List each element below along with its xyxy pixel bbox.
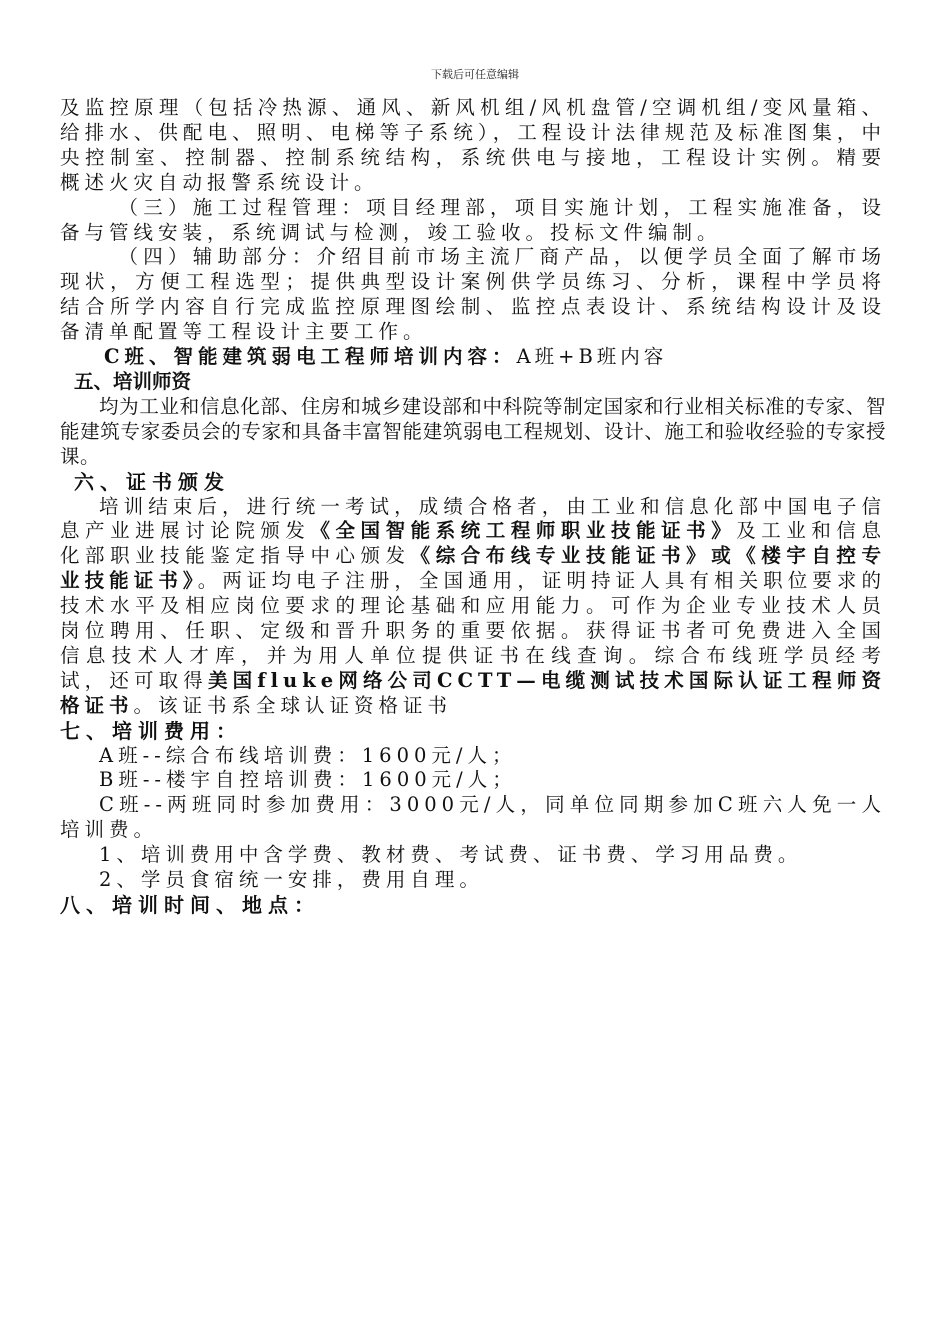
fee-note-2: 2、学员食宿统一安排，费用自理。 [99,868,484,892]
certificate-cabling-and-building-automation: 《综合布线专业技能证书》或《楼宇自控专业技能证书》 [60,544,886,593]
section-6-text-2: 及工业和信息化部职业技能鉴定指导中心颁发 [60,519,886,568]
paragraph-construction-management: （三）施工过程管理：项目经理部，项目实施计划，工程实施准备，设备与管线安装，系统调试与检测，竣工验收。投标文件编制。 [60,195,886,244]
certificate-national-intelligent-systems: 《全国智能系统工程师职业技能证书》 [310,519,737,543]
section-6-title: 六、证书颁发 [74,469,230,494]
section-6-text-3: 。两证均电子注册，全国通用，证明持证人具有相关职位要求的技术水平及相应岗位要求的理论基础和应用能力。可作为企业专业技术人员岗位聘用、任职、定级和晋升职务的重要依据。获得证书者可免费进入全国信息技术人才库，并为用人单位提供证书在线查询。综合布线班学员经考试，还可取得 [60,569,886,692]
fee-note-1: 1、培训费用中含学费、教材费、考试费、证书费、学习用品费。 [99,843,803,867]
fee-class-b: B班--楼宇自控培训费：1600元/人； [99,768,517,792]
section-8-title: 八、培训时间、地点： [60,893,320,917]
section-7-title: 七、培训费用： [60,718,242,743]
class-c-line [60,345,886,370]
paragraph-auxiliary: （四）辅助部分：介绍目前市场主流厂商产品，以便学员全面了解市场现状，方便工程选型；提供典型设计案例供学员练习、分析，课程中学员将结合所学内容自行完成监控原理图绘制、监控点表设计、系统结构设计及设备清单配置等工程设计主要工作。 [60,245,886,344]
section-5-text: 均为工业和信息化部、住房和城乡建设部和中科院等制定国家和行业相关标准的专家、智能建筑专家委员会的专家和具备丰富智能建筑弱电工程规划、设计、施工和验收经验的专家授课。 [60,394,886,468]
document-body [60,96,886,918]
section-6-text [60,495,886,719]
class-c-label: C班、智能建筑弱电工程师培训内容： [104,345,517,369]
fee-class-a: A班--综合布线培训费：1600元/人； [99,743,517,767]
page-header-note: 下载后可任意编辑 [431,68,519,81]
section-6-text-4: 。该证书系全球认证资格证书 [133,693,453,717]
certificate-fluke-cctt: 美国fluke网络公司CCTT—电缆测试技术国际认证工程师资格证书 [60,668,886,717]
section-6-text-1: 培训结束后，进行统一考试，成绩合格者，由工业和信息化部中国电子信息产业进展讨论院颁发 [60,494,886,543]
fee-class-c: C班--两班同时参加费用：3000元/人，同单位同期参加C班六人免一人培训费。 [60,793,886,842]
section-5-title: 五、培训师资 [74,369,192,393]
class-c-content: A班+B班内容 [516,345,668,369]
paragraph-monitoring-principles: 及监控原理（包括冷热源、通风、新风机组/风机盘管/空调机组/变风量箱、给排水、供配电、照明、电梯等子系统），工程设计法律规范及标准图集，中央控制室、控制器、控制系统结构，系统供电与接地，工程设计实例。精要概述火灾自动报警系统设计。 [60,96,886,194]
